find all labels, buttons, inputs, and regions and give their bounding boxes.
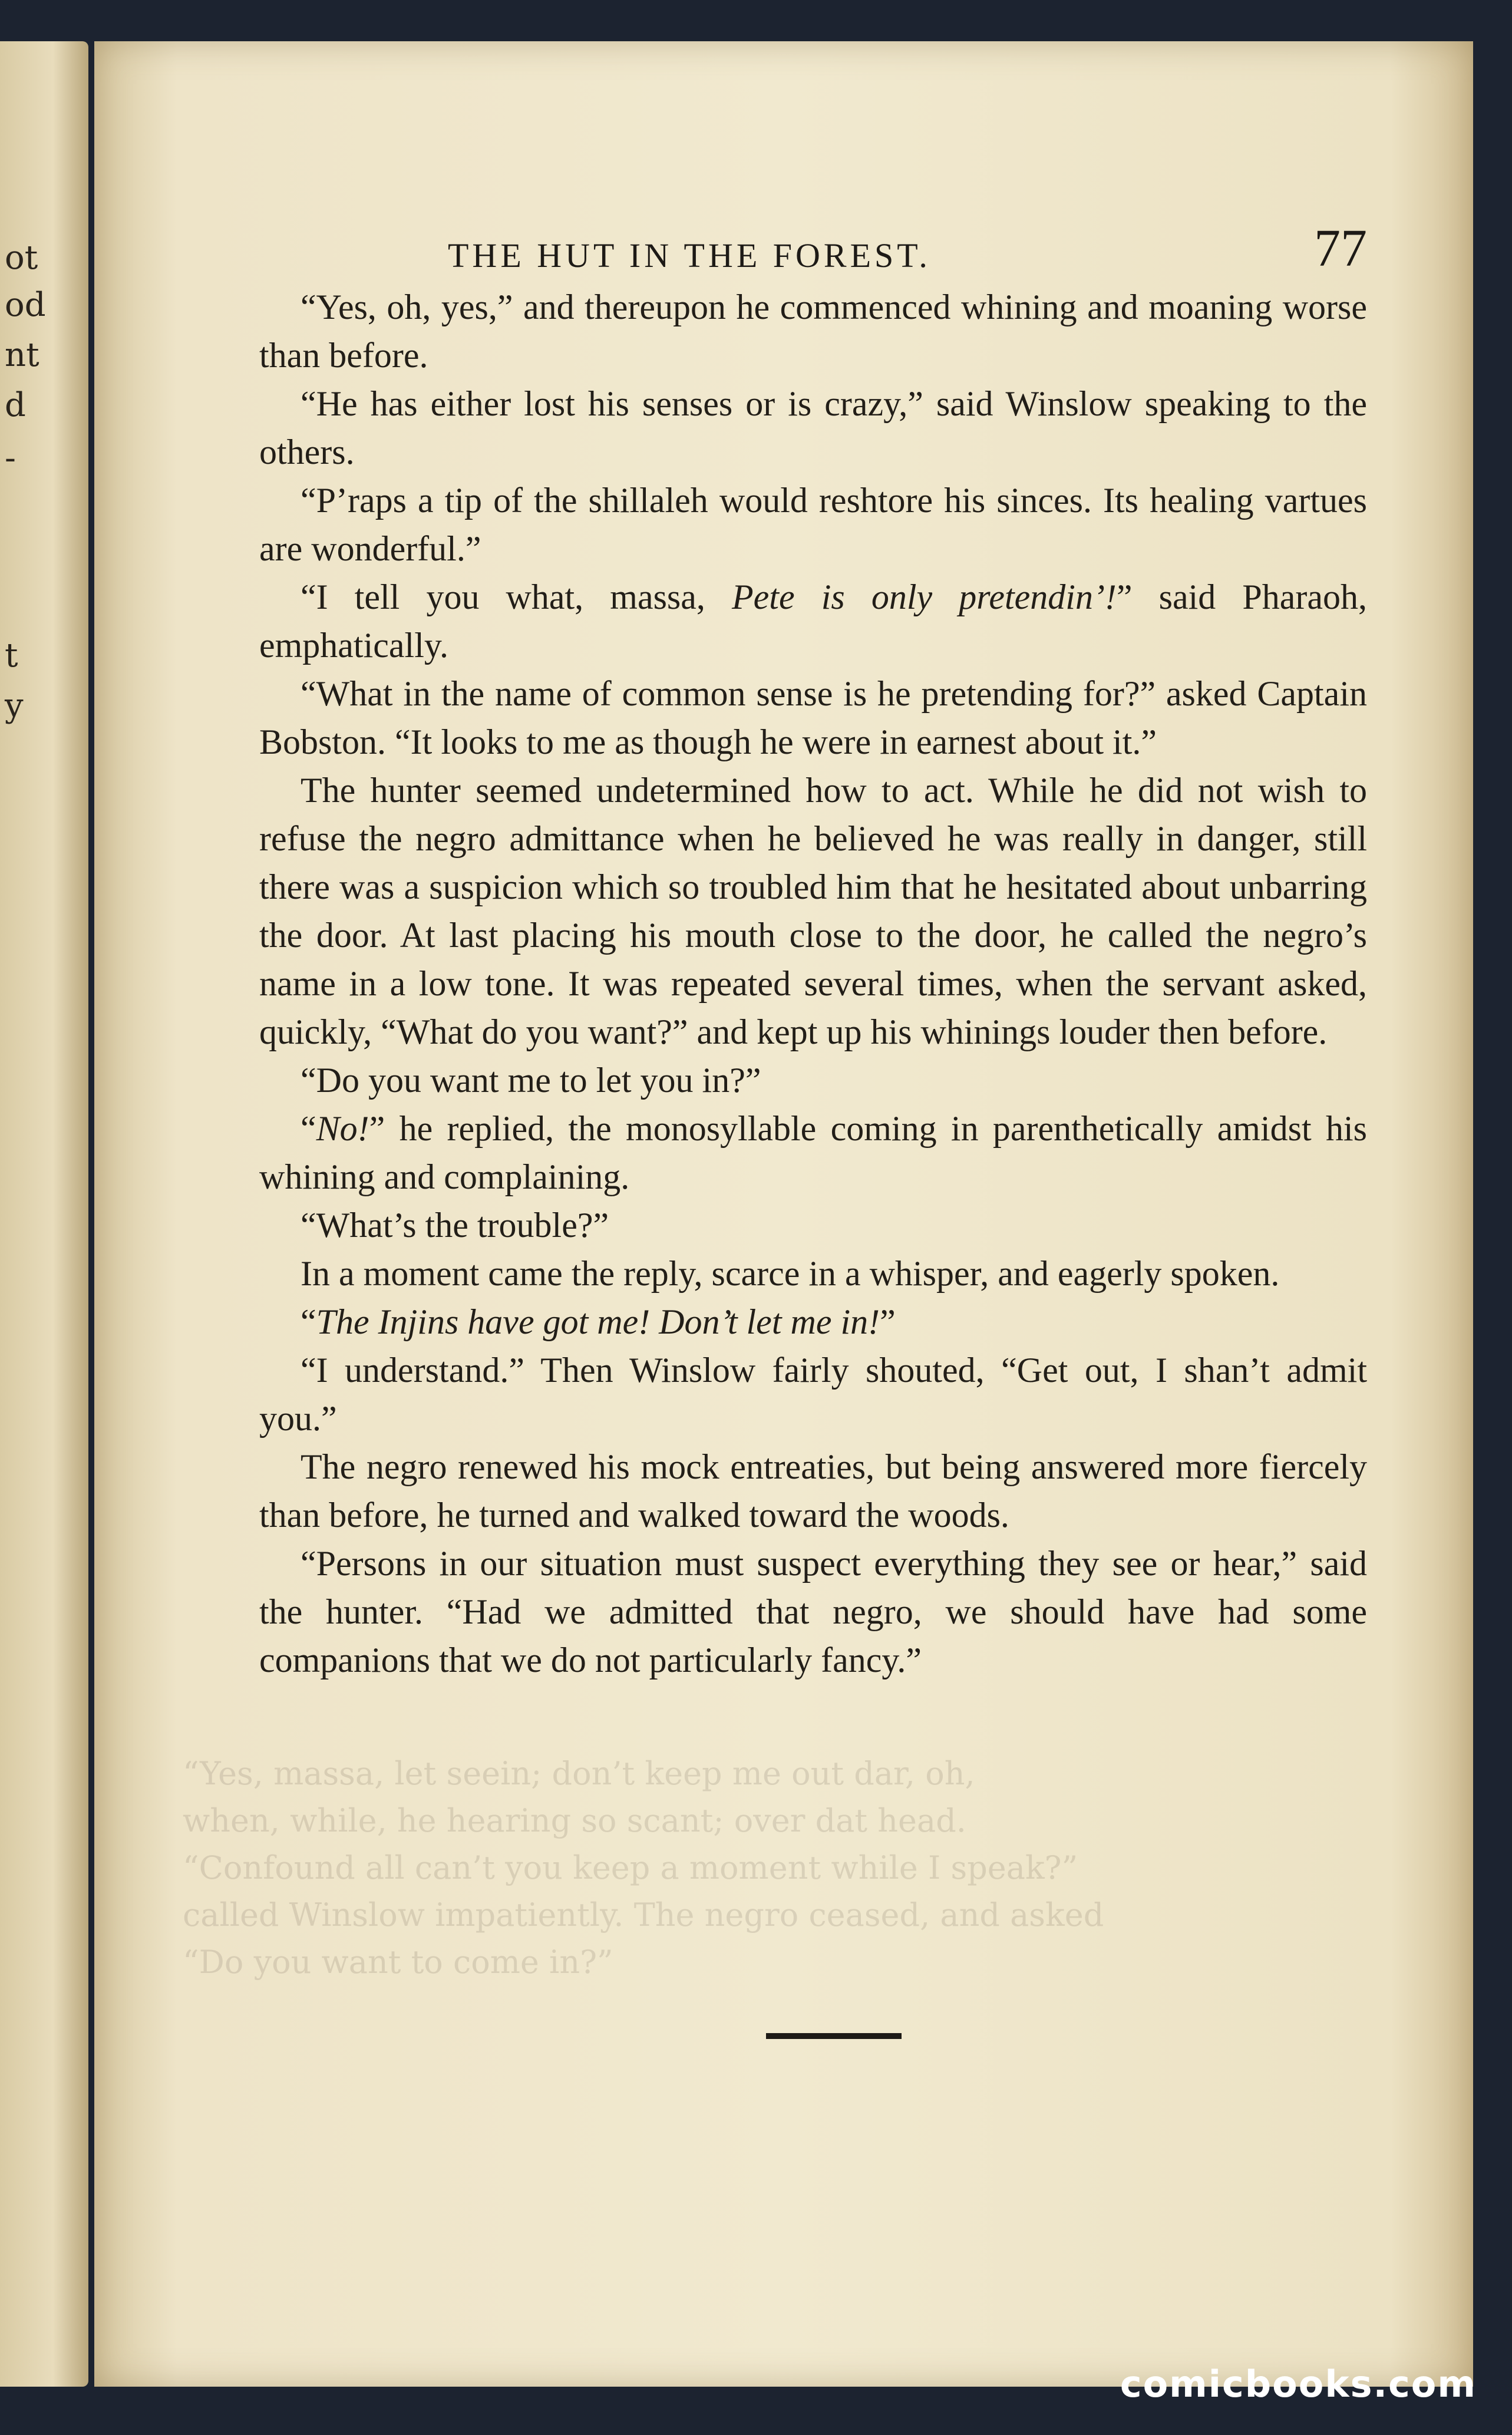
paragraph: [259, 1298, 1367, 1346]
bleed-through-line: “Confound all can’t you keep a moment while I speak?”: [183, 1849, 1078, 1886]
italic-text: Pete is only pretendin’!: [732, 578, 1117, 616]
page-number: 77: [1314, 219, 1367, 278]
text-run: “What’s the trouble?”: [301, 1206, 609, 1245]
text-run: “: [301, 1302, 316, 1341]
bleed-through-line: “Do you want to come in?”: [183, 1944, 613, 1981]
paragraph: [259, 1539, 1367, 1684]
paragraph: [259, 573, 1367, 669]
paragraph: [259, 1056, 1367, 1104]
running-head: THE HUT IN THE FOREST.: [448, 236, 931, 275]
paragraph: [259, 283, 1367, 380]
paragraph: [259, 476, 1367, 573]
italic-text: No!: [316, 1109, 369, 1148]
left-page-fragment: d: [5, 386, 26, 424]
text-run: ” said Pharaoh, emphatically.: [259, 578, 1367, 665]
text-run: “Persons in our situation must suspect everything they see or hear,” said the hunter. “Had we admitted that negro, we should have had some companions that we do not particularly fancy.”: [259, 1544, 1367, 1680]
bleed-through-line: when, while, he hearing so scant; over dat head.: [183, 1802, 966, 1839]
text-run: ” he replied, the monosyllable coming in parenthetically amidst his whining and complaining.: [259, 1109, 1367, 1196]
paragraph: [259, 1346, 1367, 1443]
text-run: “P’raps a tip of the shillaleh would reshtore his sinces. Its healing vartues are wonderful.”: [259, 481, 1367, 568]
left-page-fragment: nt: [5, 336, 39, 374]
left-page-fragment: t: [5, 636, 18, 675]
left-page-edge: [0, 41, 88, 2387]
text-run: “Yes, oh, yes,” and thereupon he commenced whining and moaning worse than before.: [259, 288, 1367, 375]
text-run: “I tell you what, massa,: [301, 578, 732, 616]
paragraph: [259, 1201, 1367, 1249]
text-run: In a moment came the reply, scarce in a whisper, and eagerly spoken.: [301, 1254, 1280, 1293]
left-page-fragment: -: [5, 439, 16, 477]
section-rule: [766, 2033, 902, 2039]
text-run: “I understand.” Then Winslow fairly shouted, “Get out, I shan’t admit you.”: [259, 1351, 1367, 1438]
watermark: comicbooks.com: [1120, 2363, 1477, 2406]
paragraph: [259, 1249, 1367, 1298]
left-page-fragment: od: [5, 286, 46, 324]
text-run: “Do you want me to let you in?”: [301, 1061, 761, 1100]
text-run: The hunter seemed undetermined how to act. While he did not wish to refuse the negro admittance when he believed he was really in danger, still there was a suspicion which so troubled him that he hesitated about unbarring the door. At last placing his mouth close to the door, he called the negro’s name in a low tone. It was repeated several times, when the servant asked, quickly, “What do you want?” and kept up his whinings louder then before.: [259, 771, 1367, 1051]
page-header: [448, 218, 1367, 283]
text-run: “: [301, 1109, 316, 1148]
text-run: “What in the name of common sense is he pretending for?” asked Captain Bobston. “It looks to me as though he were in earnest about it.”: [259, 674, 1367, 761]
bleed-through-text: [183, 1750, 1361, 1986]
bleed-through-line: “Yes, massa, let seein; don’t keep me out dar, oh,: [183, 1755, 975, 1792]
left-page-fragment: ot: [5, 239, 38, 277]
text-run: ”: [880, 1302, 896, 1341]
book-page: [94, 41, 1473, 2387]
bleed-through-line: called Winslow impatiently. The negro ceased, and asked: [183, 1896, 1104, 1934]
paragraph: [259, 669, 1367, 766]
paragraph: [259, 1443, 1367, 1539]
text-run: The negro renewed his mock entreaties, but being answered more fiercely than before, he turned and walked toward the woods.: [259, 1447, 1367, 1535]
paragraph: [259, 1104, 1367, 1201]
left-page-fragment: y: [5, 687, 24, 725]
paragraph: [259, 766, 1367, 1056]
paragraph: [259, 380, 1367, 476]
italic-text: The Injins have got me! Don’t let me in!: [316, 1302, 880, 1341]
body-text: [259, 283, 1367, 1684]
text-run: “He has either lost his senses or is crazy,” said Winslow speaking to the others.: [259, 384, 1367, 471]
